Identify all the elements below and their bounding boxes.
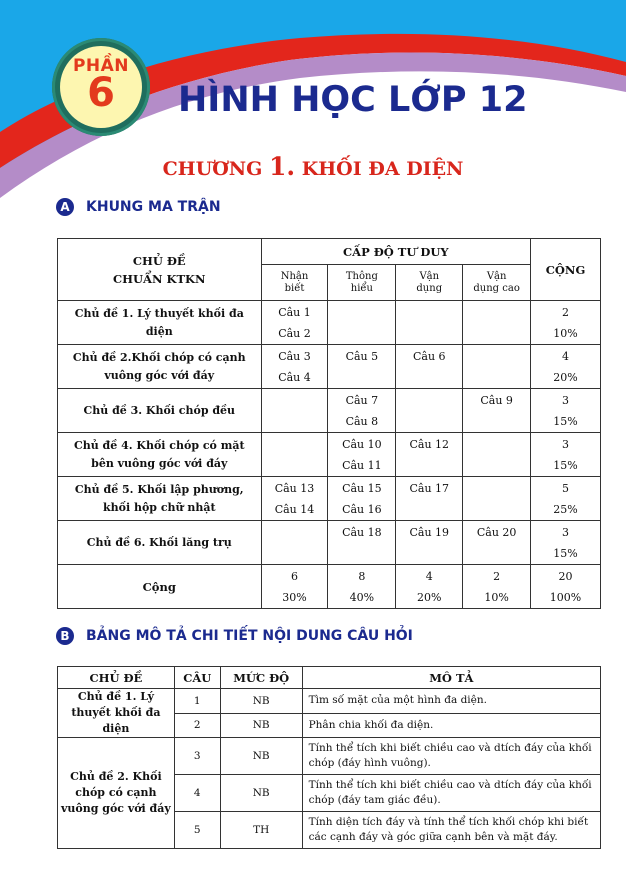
level-header-line: biết	[284, 282, 305, 294]
level-cell	[328, 521, 396, 565]
question-number: 1	[174, 689, 220, 714]
topic-cell	[58, 477, 262, 521]
cell-line: 2	[493, 569, 501, 583]
cell-line: Câu 3	[278, 349, 311, 363]
level-cell	[463, 389, 531, 433]
cell-line: Câu 6	[412, 349, 446, 363]
cell-line: Câu 14	[274, 502, 315, 516]
cell-line: Câu 19	[409, 525, 450, 539]
cell-line: Câu 2	[278, 326, 311, 340]
cell-line: Câu 17	[409, 481, 450, 495]
level-header-line: Thông	[345, 270, 378, 282]
cell-line: 10%	[553, 326, 578, 340]
question-description: Phân chia khối đa diện.	[302, 713, 600, 738]
details-header-question: CÂU	[174, 667, 220, 689]
cell-line: Câu 4	[278, 370, 311, 384]
cell-line	[262, 411, 328, 432]
details-topic-1: Chủ đề 1. Lý thuyết khối đa diện	[58, 689, 175, 738]
cell-line: 15%	[553, 458, 578, 472]
cell-line	[463, 478, 530, 499]
cell-line: Câu 12	[409, 437, 450, 451]
level-cell	[261, 301, 328, 345]
cell-line	[463, 499, 530, 520]
topic-line: vuông góc với đáy	[104, 368, 215, 382]
cell-line: 4	[562, 349, 570, 363]
cell-line	[396, 411, 462, 432]
question-description: Tính thể tích khi biết chiều cao và dtích đáy của khối chóp (đáy hình vuông).	[302, 738, 600, 775]
matrix-total-row	[58, 565, 601, 609]
topic-cell	[58, 345, 262, 389]
cell-line	[463, 302, 530, 323]
cell-line	[463, 323, 530, 344]
cell-line	[262, 455, 328, 476]
level-header-line: hiểu	[350, 282, 373, 294]
table-row	[58, 477, 601, 521]
section-a-heading	[56, 198, 221, 216]
cell-line: 30%	[282, 590, 307, 604]
topic-cell	[58, 521, 262, 565]
table-row	[58, 521, 601, 565]
question-level: NB	[220, 689, 302, 714]
level-cell	[463, 301, 531, 345]
cell-line	[396, 455, 462, 476]
topic-line: Chủ đề 4. Khối chóp có mặt	[73, 438, 245, 452]
level-cell	[396, 389, 463, 433]
cell-line	[463, 455, 530, 476]
level-cell	[531, 345, 601, 389]
total-cell	[531, 565, 601, 609]
level-cell	[396, 301, 463, 345]
cell-line: 3	[562, 437, 570, 451]
cell-line	[328, 323, 395, 344]
cell-line	[463, 367, 530, 388]
topic-line: bên vuông góc với đáy	[91, 456, 228, 470]
cell-line: 3	[562, 525, 570, 539]
level-cell	[261, 345, 328, 389]
topic-line: Chủ đề 1. Lý thuyết khối đa	[74, 306, 244, 320]
cell-line	[396, 367, 462, 388]
topic-cell	[58, 301, 262, 345]
question-description: Tính thể tích khi biết chiều cao và dtích đáy của khối chóp (đáy tam giác đều).	[302, 775, 600, 812]
cell-line: Câu 16	[342, 502, 382, 516]
section-b-title: BẢNG MÔ TẢ CHI TIẾT NỘI DUNG CÂU HỎI	[86, 628, 413, 644]
level-header-line: dụng cao	[473, 282, 520, 294]
section-b-icon: B	[56, 627, 74, 645]
cell-line: 5	[562, 481, 570, 495]
level-cell	[463, 345, 531, 389]
cell-line: Câu 9	[480, 393, 513, 407]
level-cell	[328, 389, 396, 433]
question-description: Tính diện tích đáy và tính thể tích khối chóp khi biết các cạnh đáy và góc giữa cạnh bên và mặt đáy.	[302, 812, 600, 849]
question-level: NB	[220, 738, 302, 775]
part-word: PHẦN	[72, 56, 130, 76]
details-table	[57, 666, 601, 849]
level-header-line: Vận	[486, 270, 507, 282]
table-row	[58, 738, 601, 775]
part-number: 6	[87, 70, 115, 116]
cell-line: 10%	[484, 590, 509, 604]
level-header-line: dụng	[416, 282, 443, 294]
matrix-table	[57, 238, 601, 609]
topic-line: diện	[145, 324, 173, 338]
cell-line: Câu 15	[342, 481, 382, 495]
level-cell	[328, 477, 396, 521]
cell-line: Câu 7	[345, 393, 379, 407]
level-header-nb	[261, 265, 328, 301]
cell-line: 100%	[549, 590, 582, 604]
level-cell	[261, 477, 328, 521]
cell-line: 25%	[553, 502, 578, 516]
cell-line	[262, 390, 328, 411]
cell-line: Câu 5	[345, 349, 379, 363]
table-row	[58, 301, 601, 345]
table-row	[58, 689, 601, 714]
total-cell	[328, 565, 396, 609]
level-cell	[463, 433, 531, 477]
level-header-line: Nhận	[280, 270, 309, 282]
level-cell	[531, 389, 601, 433]
level-cell	[261, 521, 328, 565]
details-topic-2: Chủ đề 2. Khối chóp có cạnh vuông góc với đáy	[58, 738, 175, 849]
cell-line: 2	[562, 305, 570, 319]
cell-line: 3	[562, 393, 570, 407]
level-cell	[463, 477, 531, 521]
cell-line: 20%	[553, 370, 578, 384]
cell-line: Câu 11	[342, 458, 382, 472]
question-level: NB	[220, 775, 302, 812]
question-number: 5	[174, 812, 220, 849]
level-cell	[328, 433, 396, 477]
section-a-title: KHUNG MA TRẬN	[86, 199, 221, 215]
cell-line: 8	[358, 569, 366, 583]
cell-line	[328, 543, 395, 564]
cell-line: Câu 20	[476, 525, 517, 539]
topic-cell	[58, 389, 262, 433]
level-cell	[328, 345, 396, 389]
matrix-topic-header	[58, 239, 262, 301]
level-cell	[328, 301, 396, 345]
question-number: 4	[174, 775, 220, 812]
level-cell	[531, 477, 601, 521]
details-header-description: MÔ TẢ	[302, 667, 600, 689]
topic-line: Chủ đề 3. Khối chóp đều	[83, 403, 236, 417]
level-cell	[396, 521, 463, 565]
level-header-vd	[396, 265, 463, 301]
cell-line	[328, 302, 395, 323]
total-cell	[396, 565, 463, 609]
total-cell	[463, 565, 531, 609]
question-description: Tìm số mặt của một hình đa diện.	[302, 689, 600, 714]
topic-header-line1: CHỦ ĐỀ	[132, 253, 186, 268]
level-header-th	[328, 265, 396, 301]
level-group-header: CẤP ĐỘ TƯ DUY	[261, 239, 531, 265]
cell-line	[463, 434, 530, 455]
level-cell	[261, 389, 328, 433]
cell-line: Câu 18	[342, 525, 382, 539]
topic-line: Chủ đề 2.Khối chóp có cạnh	[72, 350, 246, 364]
topic-line: Chủ đề 6. Khối lăng trụ	[86, 535, 232, 549]
cell-line: 4	[425, 569, 433, 583]
question-number: 2	[174, 713, 220, 738]
level-header-vdc	[463, 265, 531, 301]
cell-line	[262, 434, 328, 455]
question-level: NB	[220, 713, 302, 738]
cell-line	[463, 543, 530, 564]
level-cell	[396, 433, 463, 477]
level-cell	[396, 345, 463, 389]
details-header-level: MỨC ĐỘ	[220, 667, 302, 689]
topic-header-line2: CHUẨN KTKN	[113, 271, 206, 286]
cell-line	[328, 367, 395, 388]
cell-line: 15%	[553, 546, 578, 560]
total-cell	[261, 565, 328, 609]
total-row-label: Cộng	[58, 565, 262, 609]
cell-line	[463, 411, 530, 432]
chapter-number: 1.	[268, 152, 296, 181]
details-header-topic: CHỦ ĐỀ	[58, 667, 175, 689]
cell-line	[262, 522, 328, 543]
cell-line: 6	[290, 569, 298, 583]
section-b-heading	[56, 627, 413, 645]
topic-line: khối hộp chữ nhật	[103, 500, 216, 514]
cell-line: Câu 10	[342, 437, 382, 451]
cell-line	[262, 543, 328, 564]
level-cell	[531, 433, 601, 477]
question-level: TH	[220, 812, 302, 849]
topic-line: Chủ đề 5. Khối lập phương,	[74, 482, 244, 496]
cell-line: Câu 8	[345, 414, 379, 428]
cell-line: Câu 13	[274, 481, 315, 495]
level-cell	[531, 521, 601, 565]
level-header-line: Vận	[419, 270, 440, 282]
total-header: CỘNG	[531, 239, 601, 301]
cell-line	[463, 346, 530, 367]
cell-line: 20%	[417, 590, 442, 604]
cell-line	[396, 302, 462, 323]
level-cell	[261, 433, 328, 477]
cell-line: 20	[558, 569, 573, 583]
table-row	[58, 389, 601, 433]
cell-line: Câu 1	[278, 305, 311, 319]
level-cell	[463, 521, 531, 565]
cell-line	[396, 323, 462, 344]
page-title: HÌNH HỌC LỚP 12	[178, 80, 528, 120]
cell-line: 40%	[349, 590, 375, 604]
cell-line	[396, 543, 462, 564]
level-cell	[396, 477, 463, 521]
table-row	[58, 345, 601, 389]
chapter-heading	[0, 152, 626, 181]
section-a-icon: A	[56, 198, 74, 216]
cell-line: 15%	[553, 414, 578, 428]
table-row	[58, 433, 601, 477]
part-badge	[60, 46, 142, 128]
level-cell	[531, 301, 601, 345]
cell-line	[396, 499, 462, 520]
cell-line	[396, 390, 462, 411]
chapter-prefix: CHƯƠNG	[162, 158, 263, 180]
question-number: 3	[174, 738, 220, 775]
chapter-name: KHỐI ĐA DIỆN	[301, 158, 464, 180]
topic-cell	[58, 433, 262, 477]
